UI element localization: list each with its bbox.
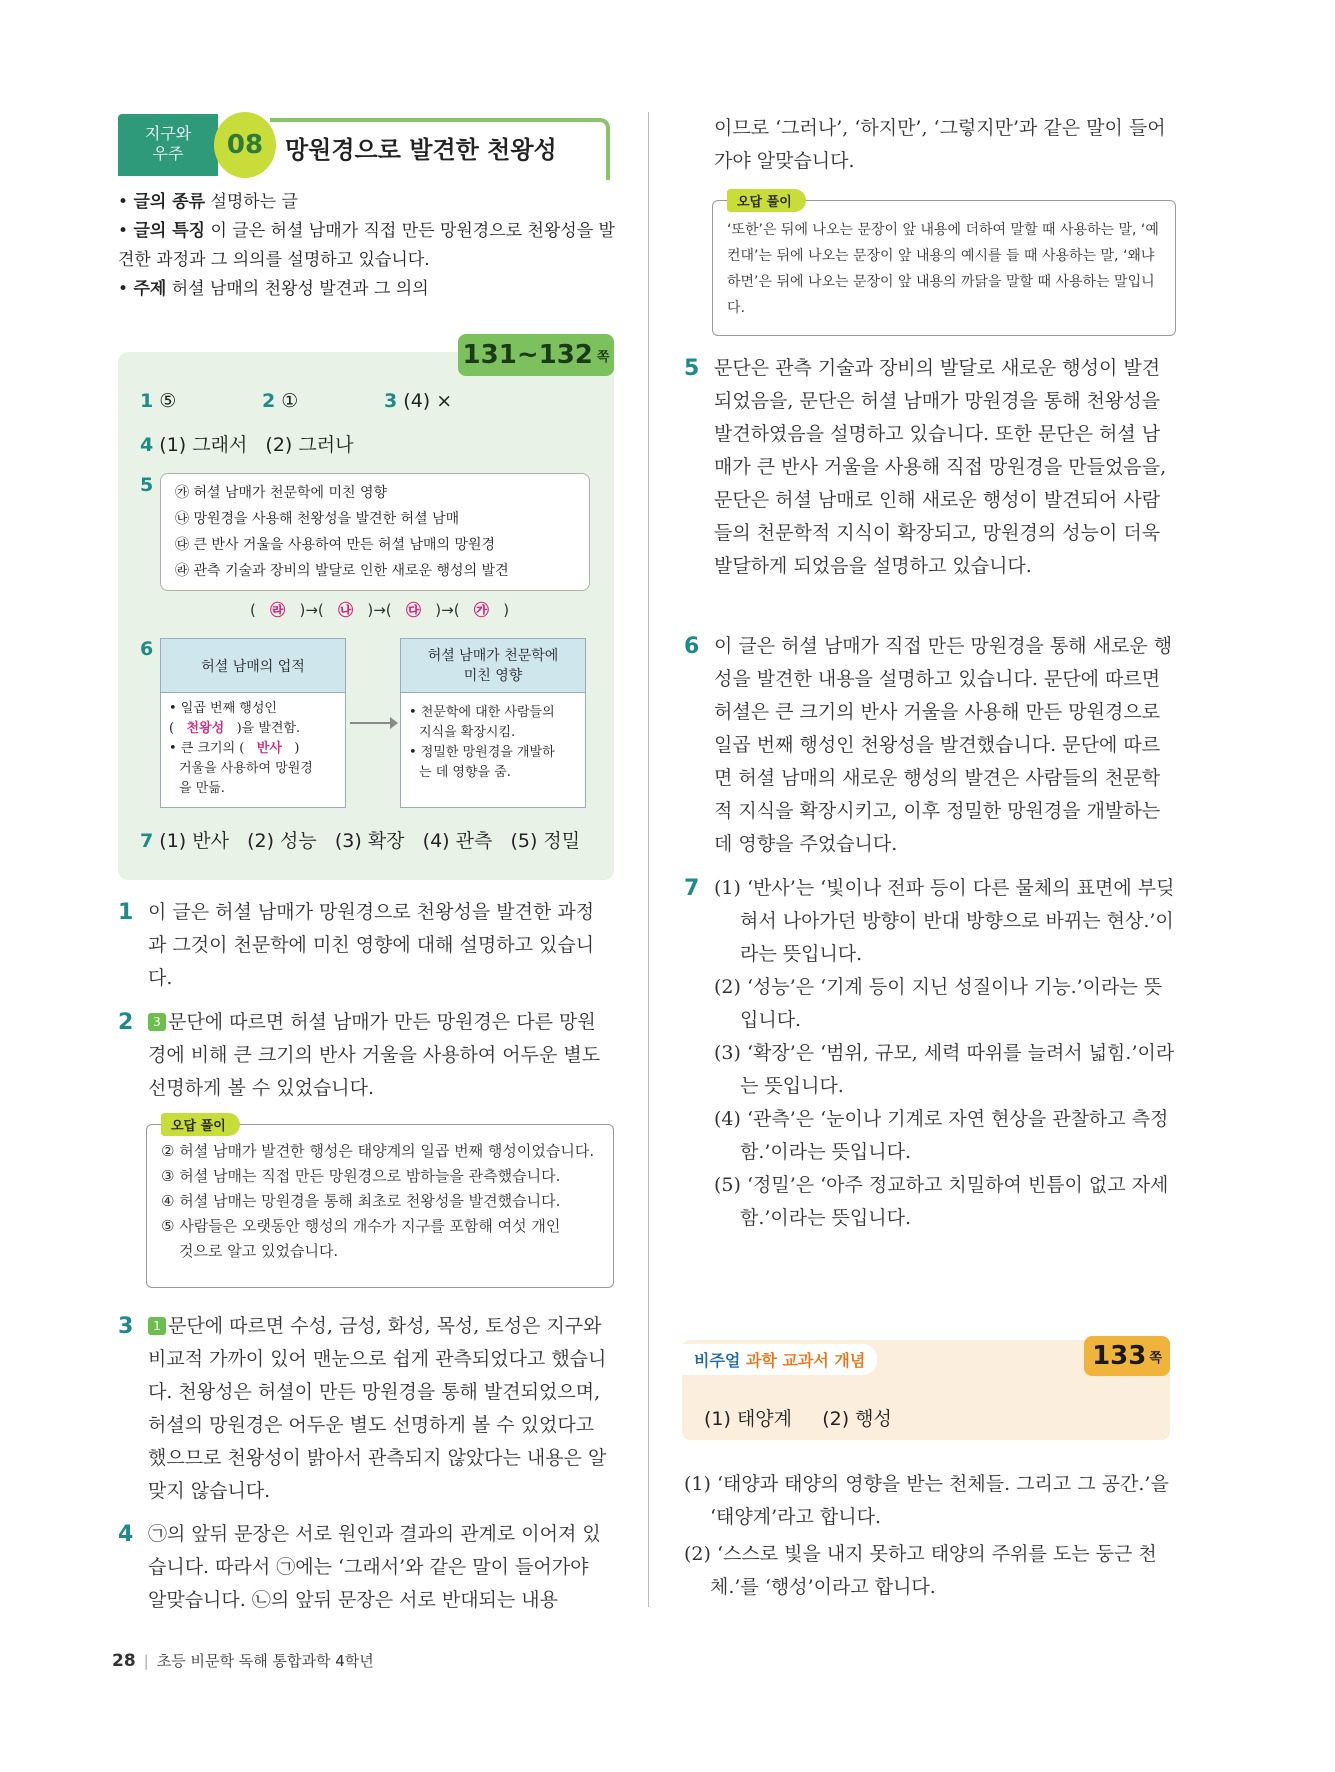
q6-left-header: 허셜 남매의 업적 bbox=[160, 638, 346, 692]
explanation-5: 5 문단은 관측 기술과 장비의 발달로 새로운 행성이 발견되었음을, 문단은 허셜 남매가 망원경을 통해 천왕성을 발견하였음을 설명하고 있습니다. 또한 문단은 허셜 남매가 큰 반사 거울을 사용해 직접 망원경을 만들었음을, 문단은 허셜 남매로 인해 새로운 행성이 발견되어 사람들의 천문학적 지식이 확장되고, 망원경의 성능이 더욱 발달하게 되었음을 설명하고 있습니다. bbox=[684, 356, 1167, 577]
e7-item: (4) ‘관측’은 ‘눈이나 기계로 자연 현상을 관찰하고 측정함.’이라는 뜻입니다. bbox=[714, 1108, 1169, 1163]
visual-explanation-1: (1) ‘태양과 태양의 영향을 받는 천체들. 그리고 그 공간.’을 ‘태양계’라고 합니다. bbox=[684, 1473, 1169, 1528]
visual-concept-label: 비주얼 과학 교과서 개념 bbox=[682, 1344, 877, 1375]
answer-1: 1 ⑤ bbox=[140, 390, 177, 412]
lesson-title: 망원경으로 발견한 천왕성 bbox=[285, 136, 557, 164]
q6-right-body: • 천문학에 대한 사람들의 지식을 확장시킴. • 정밀한 망원경을 개발하 는 데 영향을 줌. bbox=[400, 692, 586, 808]
q5-item: ㉮ 허셜 남매가 천문학에 미친 영향 bbox=[175, 485, 388, 501]
q5-item: ㉯ 망원경을 사용해 천왕성을 발견한 허셜 남매 bbox=[175, 511, 460, 527]
q5-items-box bbox=[160, 473, 590, 591]
column-divider bbox=[648, 112, 649, 1607]
info-feature: • 글의 특징 이 글은 허셜 남매가 직접 만든 망원경으로 천왕성을 발견한 과정과 그 의의를 설명하고 있습니다. bbox=[118, 221, 615, 270]
explanation-4: 4 ㉠의 앞뒤 문장은 서로 원인과 결과의 관계로 이어져 있습니다. 따라서 ㉠에는 ‘그래서’와 같은 말이 들어가야 알맞습니다. ㉡의 앞뒤 문장은 서로 반대되는 내용 bbox=[118, 1522, 601, 1611]
paragraph-1-badge: 1 bbox=[148, 1317, 166, 1335]
visual-answers: (1) 태양계 (2) 행성 bbox=[704, 1408, 892, 1430]
paragraph-3-badge: 3 bbox=[148, 1013, 166, 1031]
page-footer: 28 | 초등 비문학 독해 통합과학 4학년 bbox=[112, 1651, 374, 1671]
lesson-info bbox=[118, 188, 618, 304]
book-title: 초등 비문학 독해 통합과학 4학년 bbox=[156, 1652, 374, 1670]
category-tab: 지구와 우주 bbox=[118, 114, 218, 176]
explanation-4-continued: 이므로 ‘그러나’, ‘하지만’, ‘그렇지만’과 같은 말이 들어가야 알맞습니다. bbox=[714, 117, 1166, 172]
q6-left-body: • 일곱 번째 행성인 ( 천왕성 )을 발견함. • 큰 크기의 ( 반사 ) 거울을 사용하여 망원경 을 만듦. bbox=[160, 692, 346, 808]
explanation-1: 1 이 글은 허셜 남매가 망원경으로 천왕성을 발견한 과정과 그것이 천문학에 미친 영향에 대해 설명하고 있습니다. bbox=[118, 900, 595, 989]
e7-item: (2) ‘성능’은 ‘기계 등이 지닌 성질이나 기능.’이라는 뜻입니다. bbox=[714, 976, 1163, 1031]
odap-box-1: 오답 풀이 ② 허셜 남매가 발견한 행성은 태양계의 일곱 번째 행성이었습니다. ③ 허셜 남매는 직접 만든 망원경으로 밤하늘을 관측했습니다. ④ 허셜 남매는 망원경을 통해 최초로 천왕성을 발견했습니다. ⑤ 사람들은 오랫동안 행성의 개수가 지구를 포함해 여섯 개인 것으로 알고 있었습니다. bbox=[146, 1124, 614, 1288]
info-theme: • 주제 허셜 남매의 천왕성 발견과 그 의의 bbox=[118, 279, 429, 299]
explanation-3: 3 1 문단에 따르면 수성, 금성, 화성, 목성, 토성은 지구와 비교적 가까이 있어 맨눈으로 쉽게 관측되었다고 했습니다. 천왕성은 허셜이 만든 망원경을 통해 발견되었으며, 허셜의 망원경은 어두운 별도 선명하게 볼 수 있었다고 했으므로 천왕성이 밝아서 관측되지 않았다는 내용은 알맞지 않습니다. bbox=[118, 1314, 607, 1502]
q6-right-header: 허셜 남매가 천문학에 미친 영향 bbox=[400, 638, 586, 692]
e7-item: (1) ‘반사’는 ‘빛이나 전파 등이 다른 물체의 표면에 부딪혀서 나아가던 방향이 반대 방향으로 바뀌는 현상.’이라는 뜻입니다. bbox=[714, 877, 1175, 965]
answer-2: 2 ① bbox=[262, 390, 299, 412]
answer-4: 4 (1) 그래서 (2) 그러나 bbox=[140, 434, 354, 456]
answer-5-num: 5 bbox=[140, 474, 154, 496]
arrow-icon bbox=[350, 722, 396, 724]
e7-item: (5) ‘정밀’은 ‘아주 정교하고 치밀하여 빈틈이 없고 자세함.’이라는 뜻입니다. bbox=[714, 1174, 1169, 1229]
lesson-number: 08 bbox=[214, 112, 276, 178]
answer-3: 3 (4) × bbox=[384, 390, 453, 412]
explanation-6: 6 이 글은 허셜 남매가 직접 만든 망원경을 통해 새로운 행성을 발견한 내용을 설명하고 있습니다. 문단에 따르면 허셜은 큰 크기의 반사 거울을 사용해 만든 망원경으로 일곱 번째 행성인 천왕성을 발견했습니다. 문단에 따르면 허셜 남매의 새로운 행성의 발견은 사람들의 천문학적 지식을 확장시키고, 이후 정밀한 망원경을 개발하는 데 영향을 주었습니다. bbox=[684, 634, 1173, 855]
odap-box-2: 오답 풀이 ‘또한’은 뒤에 나오는 문장이 앞 내용에 더하여 말할 때 사용하는 말, ‘예컨대’는 뒤에 나오는 문장이 앞 내용의 예시를 들 때 사용하는 말, ‘왜냐하면’은 뒤에 나오는 문장이 앞 내용의 까닭을 말할 때 사용하는 말입니다. bbox=[712, 200, 1176, 336]
info-kind: • 글의 종류 설명하는 글 bbox=[118, 192, 298, 212]
q5-order: ( ㉱ )→( ㉯ )→( ㉰ )→( ㉮ ) bbox=[250, 601, 510, 619]
answer-6-num: 6 bbox=[140, 638, 154, 660]
explanation-7: 7 (1) ‘반사’는 ‘빛이나 전파 등이 다른 물체의 표면에 부딪혀서 나아가던 방향이 반대 방향으로 바뀌는 현상.’이라는 뜻입니다. (2) ‘성능’은 ‘기계 등이 지닌 성질이나 기능.’이라는 뜻입니다. (3) ‘확장’은 ‘범위, 규모, 세력 따위를 늘려서 넓힘.’이라는 뜻입니다. (4) ‘관측’은 ‘눈이나 기계로 자연 현상을 관찰하고 측정함.’이라는 뜻입니다. (5) ‘정밀’은 ‘아주 정교하고 치밀하여 빈틈이 없고 자세함.’이라는 뜻입니다. bbox=[714, 872, 1176, 1235]
page-number: 28 bbox=[112, 1651, 136, 1671]
q5-item: ㉱ 관측 기술과 장비의 발달로 인한 새로운 행성의 발견 bbox=[175, 563, 509, 579]
q5-item: ㉰ 큰 반사 거울을 사용하여 만든 허셜 남매의 망원경 bbox=[175, 537, 496, 553]
answer-7: 7 (1) 반사 (2) 성능 (3) 확장 (4) 관측 (5) 정밀 bbox=[140, 830, 581, 852]
visual-page-tag: 133 쪽 bbox=[1084, 1336, 1170, 1376]
explanation-2: 2 3 문단에 따르면 허셜 남매가 만든 망원경은 다른 망원경에 비해 큰 크기의 반사 거울을 사용하여 어두운 별도 선명하게 볼 수 있었습니다. bbox=[118, 1010, 601, 1099]
e7-item: (3) ‘확장’은 ‘범위, 규모, 세력 따위를 늘려서 넓힘.’이라는 뜻입니다. bbox=[714, 1042, 1175, 1097]
answer-page-tag: 131~132 쪽 bbox=[458, 334, 614, 376]
visual-explanation-2: (2) ‘스스로 빛을 내지 못하고 태양의 주위를 도는 둥근 천체.’를 ‘행성’이라고 합니다. bbox=[684, 1543, 1157, 1598]
